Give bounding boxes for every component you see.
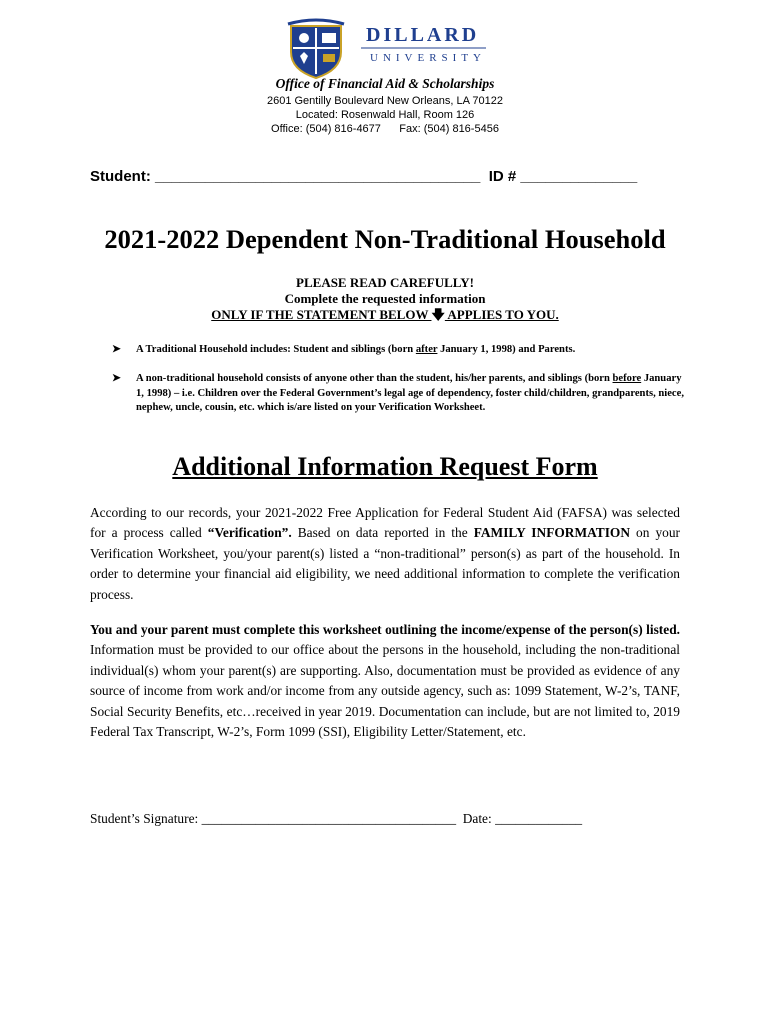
fax-number: Fax: (504) 816-5456 bbox=[399, 123, 499, 135]
office-name: Office of Financial Aid & Scholarships bbox=[275, 76, 495, 91]
instructions bbox=[0, 275, 770, 324]
contact-line bbox=[0, 122, 770, 136]
student-id-line bbox=[90, 168, 637, 185]
paragraph-verification: According to our records, your 2021-2022 Free Application for Federal Student Aid (FAFSA) was selected for a process called “Verification”. Based on data reported in the FAMILY INFORMATION on your Verification Worksheet, you/your parent(s) listed a “non-traditional” person(s) as part of the household. In order to determine your financial aid eligibility, we need additional information to complete the verification process. bbox=[90, 505, 680, 602]
student-label: Student: bbox=[90, 168, 155, 185]
instruction-line-3-end: APPLIES TO YOU. bbox=[444, 307, 559, 322]
arrowhead-bullet-icon: ➤ bbox=[112, 344, 121, 355]
logo-wordmark: DILLARD bbox=[366, 24, 480, 46]
instruction-line-3-start: ONLY IF THE STATEMENT BELOW bbox=[211, 307, 432, 322]
crest-icon bbox=[288, 20, 344, 78]
phone-number: Office: (504) 816-4677 bbox=[271, 123, 381, 135]
id-blank[interactable]: ______________ bbox=[520, 168, 638, 185]
student-name-blank[interactable]: _______________________________________ bbox=[155, 168, 481, 185]
paragraph-requirements: You and your parent must complete this worksheet outlining the income/expense of the person(s) listed. Information must be provided to our office about the persons in the household, including the non-traditional individual(s) whom your parent(s) are supporting. Also, documentation must be provided as evidence of any source of income from work and/or income from any outside agency, such as: 1099 Statement, W-2’s, TANF, Social Security Benefits, etc…received in year 2019. Documentation can include, but are not limited to, 2019 Federal Tax Transcript, W-2’s, Form 1099 (SSI), Eligibility Letter/Statement, etc. bbox=[90, 622, 680, 740]
arrowhead-bullet-icon: ➤ bbox=[112, 373, 121, 384]
bullet-text: A non-traditional household consists of anyone other than the student, his/her parents, and siblings (born before January 1, 1998) – i.e. Children over the Federal Government’s legal age of dependency, foster child/children, grandparents, niece, nephew, uncle, cousin, etc. which is/are listed on your Verification Worksheet. bbox=[136, 373, 684, 413]
instruction-line-3 bbox=[0, 307, 770, 324]
arrow-down-icon: 🡇 bbox=[431, 308, 445, 323]
instruction-line-1: PLEASE READ CAREFULLY! bbox=[296, 275, 474, 290]
bullet-text: A Traditional Household includes: Student and siblings (born after January 1, 1998) and Parents. bbox=[136, 344, 576, 355]
signature-blank[interactable]: ______________________________________ bbox=[201, 811, 457, 826]
id-label: ID # bbox=[488, 168, 521, 185]
location-line: Located: Rosenwald Hall, Room 126 bbox=[295, 109, 475, 121]
date-blank[interactable]: _____________ bbox=[495, 811, 583, 826]
address-line: 2601 Gentilly Boulevard New Orleans, LA 70122 bbox=[266, 95, 504, 107]
page-title: 2021-2022 Dependent Non-Traditional Household bbox=[104, 224, 666, 254]
signature-label: Student’s Signature: bbox=[90, 811, 202, 826]
university-logo bbox=[286, 18, 486, 82]
date-label: Date: bbox=[462, 811, 496, 826]
logo-subtitle: UNIVERSITY bbox=[370, 52, 486, 64]
signature-line bbox=[90, 811, 582, 827]
instruction-line-2: Complete the requested information bbox=[284, 291, 486, 306]
form-title: Additional Information Request Form bbox=[172, 452, 598, 481]
